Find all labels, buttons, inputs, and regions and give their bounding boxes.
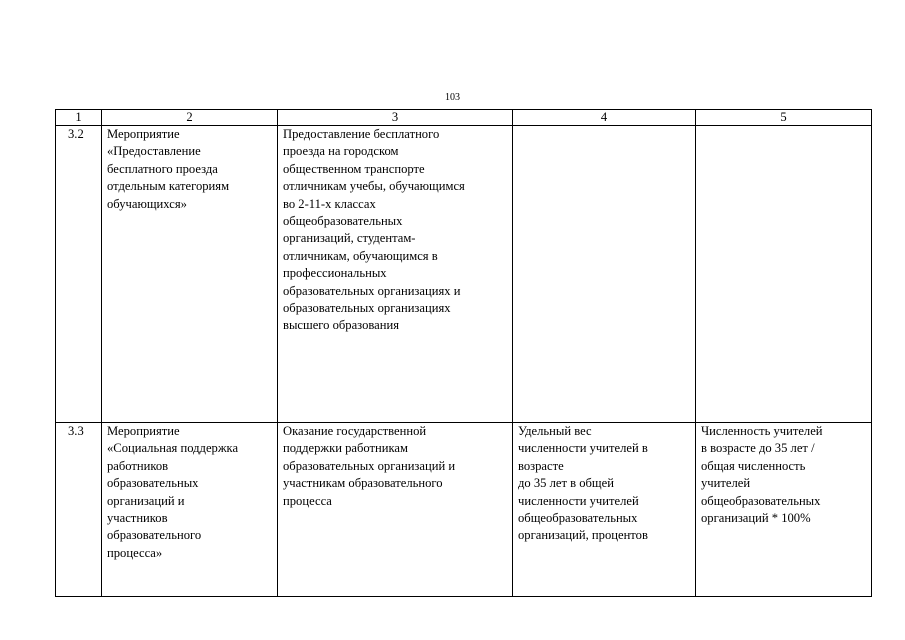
column-header-5: 5 — [696, 110, 872, 126]
row-number-cell — [56, 126, 102, 423]
column-header-1: 1 — [56, 110, 102, 126]
column-header-4: 4 — [513, 110, 696, 126]
table-row — [56, 423, 872, 597]
indicator-cell — [513, 126, 696, 423]
page-number: 103 — [445, 92, 460, 103]
activity-name: Мероприятие «Предоставление бесплатного проезда отдельным категориям обучающихся» — [107, 127, 230, 211]
activity-description: Оказание государственной поддержки работникам образовательных организаций и участникам образовательного процесса — [283, 424, 456, 508]
row-number: 3.2 — [68, 127, 84, 141]
table-row — [56, 126, 872, 423]
column-header-3: 3 — [278, 110, 513, 126]
activity-description-cell — [278, 423, 513, 597]
row-number: 3.3 — [68, 424, 84, 438]
table-header-row — [56, 110, 872, 126]
row-number-cell — [56, 423, 102, 597]
activity-name: Мероприятие «Социальная поддержка работников образовательных организаций и участников образовательного процесса» — [107, 424, 239, 560]
activity-description-cell — [278, 126, 513, 423]
activity-description: Предоставление бесплатного проезда на городском общественном транспорте отличникам учебы, обучающимся во 2-11-х классах общеобразовательных организаций, студентам- отличникам, обучающимся в профессиональных образовательных организациях и образовательных организациях высшего образования — [283, 127, 465, 333]
indicator-cell — [513, 423, 696, 597]
activity-name-cell — [102, 126, 278, 423]
activity-name-cell — [102, 423, 278, 597]
document-table — [55, 109, 872, 597]
formula-text: Численность учителей в возрасте до 35 лет / общая численность учителей общеобразовательных организаций * 100% — [701, 424, 823, 526]
indicator-text: Удельный вес численности учителей в возрасте до 35 лет в общей численности учителей общеобразовательных организаций, процентов — [518, 424, 648, 543]
formula-cell — [696, 423, 872, 597]
column-header-2: 2 — [102, 110, 278, 126]
formula-cell — [696, 126, 872, 423]
